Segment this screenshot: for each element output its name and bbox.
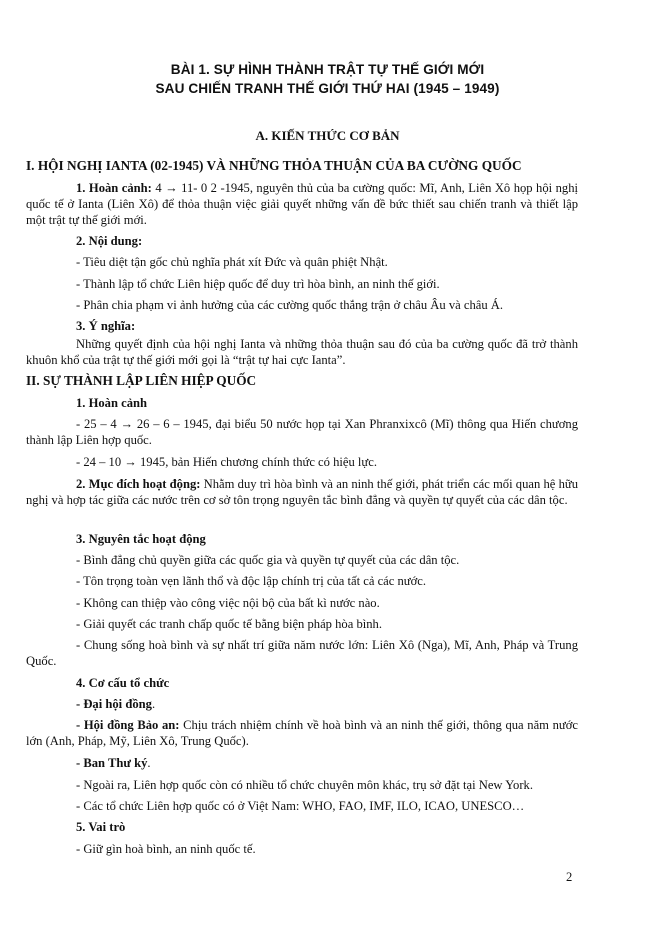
- part-2-co-cau-heading: 4. Cơ cấu tổ chức: [76, 676, 170, 690]
- part-2-nguyen-tac-heading: 3. Nguyên tắc hoạt động: [76, 532, 206, 546]
- part-2-nguyen-tac-item-3: - Không can thiệp vào công việc nội bộ của bất kì nước nào.: [76, 596, 380, 610]
- part-2-hoan-canh-item-2: - 24 – 10 → 1945, bản Hiến chương chính thức có hiệu lực.: [76, 455, 377, 469]
- part-2-dai-hoi-dong-label: - Đại hội đồng: [76, 697, 152, 711]
- lesson-title-line-1: BÀI 1. SỰ HÌNH THÀNH TRẬT TỰ THẾ GIỚI MỚI: [170, 62, 485, 77]
- part-2-hoan-canh-item-1: - 25 – 4 → 26 – 6 – 1945, đại biểu 50 nước họp tại Xan Phranxixcô (Mĩ) thông qua Hiến chương thành lập Liên hợp quốc.: [26, 417, 578, 447]
- part-2-vai-tro-item-1: - Giữ gìn hoà bình, an ninh quốc tế.: [76, 842, 256, 856]
- section-a-heading: A. KIẾN THỨC CƠ BẢN: [255, 128, 400, 143]
- part-2-dai-hoi-dong-line: [76, 696, 578, 712]
- part-2-muc-dich-label: 2. Mục đích hoạt động:: [76, 477, 201, 491]
- part-2-ban-thu-ky-label: - Ban Thư ký: [76, 756, 148, 770]
- part-2-hoi-dong-bao-an-label: - Hội đồng Bảo an:: [76, 718, 180, 732]
- part-1-hoan-canh-text: 4 → 11- 0 2 -1945, nguyên thủ của ba cường quốc: Mĩ, Anh, Liên Xô họp hội nghị quốc tế ở Ianta (Liên Xô) để thỏa thuận việc giải quyết những vấn đề bức thiết sau chiến tranh và thiết lập một trật tự thế giới mới.: [26, 181, 578, 227]
- part-2-muc-dich-paragraph: [26, 476, 578, 508]
- part-1-noi-dung-heading: 2. Nội dung:: [76, 234, 143, 248]
- part-2-hoi-dong-bao-an-paragraph: [26, 717, 578, 749]
- part-2-dai-hoi-dong-dot: .: [151, 697, 156, 711]
- part-2-co-cau-item-1: - Ngoài ra, Liên hợp quốc còn có nhiều tổ chức chuyên môn khác, trụ sở đặt tại New York.: [76, 778, 533, 792]
- part-1-y-nghia-heading: 3. Ý nghĩa:: [76, 319, 136, 333]
- part-2-ban-thu-ky-line: [76, 755, 578, 771]
- part-2-hoan-canh-heading: 1. Hoàn cảnh: [76, 396, 148, 410]
- part-1-hoan-canh-paragraph: [26, 180, 578, 228]
- part-2-nguyen-tac-item-5: - Chung sống hoà bình và sự nhất trí giữa năm nước lớn: Liên Xô (Nga), Mĩ, Anh, Pháp và Trung Quốc.: [26, 638, 578, 668]
- page-number: 2: [566, 870, 573, 884]
- part-2-muc-dich-text: Nhằm duy trì hòa bình và an ninh thế giới, phát triển các mối quan hệ hữu nghị và hợp tác giữa các nước trên cơ sở tôn trọng nguyên tắc bình đẳng và quyền tự quyết của các dân tộc.: [26, 477, 578, 507]
- part-1-y-nghia-paragraph: Những quyết định của hội nghị Ianta và những thỏa thuận sau đó của ba cường quốc đã trở thành khuôn khổ của trật tự thế giới mới gọi là “trật tự hai cực Ianta”.: [26, 337, 578, 367]
- part-2-nguyen-tac-item-2: - Tôn trọng toàn vẹn lãnh thổ và độc lập chính trị của tất cả các nước.: [76, 574, 427, 588]
- part-2-co-cau-item-2: - Các tổ chức Liên hợp quốc có ở Việt Nam: WHO, FAO, IMF, ILO, ICAO, UNESCO…: [76, 799, 525, 813]
- part-2-ban-thu-ky-dot: .: [147, 756, 151, 770]
- part-1-noi-dung-item-2: - Thành lập tổ chức Liên hiệp quốc để duy trì hòa bình, an ninh thế giới.: [76, 277, 440, 291]
- part-2-vai-tro-heading: 5. Vai trò: [76, 820, 126, 834]
- lesson-title-line-2: SAU CHIẾN TRANH THẾ GIỚI THỨ HAI (1945 – 1949): [155, 81, 500, 96]
- part-1-noi-dung-item-1: - Tiêu diệt tận gốc chủ nghĩa phát xít Đức và quân phiệt Nhật.: [76, 255, 388, 269]
- part-2-nguyen-tac-item-4: - Giải quyết các tranh chấp quốc tế bằng biện pháp hòa bình.: [76, 617, 382, 631]
- part-1-noi-dung-item-3: - Phân chia phạm vi ảnh hưởng của các cường quốc thắng trận ở châu Âu và châu Á.: [76, 298, 504, 312]
- part-2-nguyen-tac-item-1: - Bình đẳng chủ quyền giữa các quốc gia và quyền tự quyết của các dân tộc.: [76, 553, 460, 567]
- part-2-heading: II. SỰ THÀNH LẬP LIÊN HIỆP QUỐC: [26, 373, 257, 388]
- part-1-heading: I. HỘI NGHỊ IANTA (02-1945) VÀ NHỮNG THỎA THUẬN CỦA BA CƯỜNG QUỐC: [26, 158, 522, 173]
- part-2-hoi-dong-bao-an-text: Chịu trách nhiệm chính về hoà bình và an ninh thế giới, thông qua năm nước lớn (Anh, Pháp, Mỹ, Liên Xô, Trung Quốc).: [26, 718, 578, 748]
- part-1-hoan-canh-label: 1. Hoàn cảnh:: [76, 181, 152, 195]
